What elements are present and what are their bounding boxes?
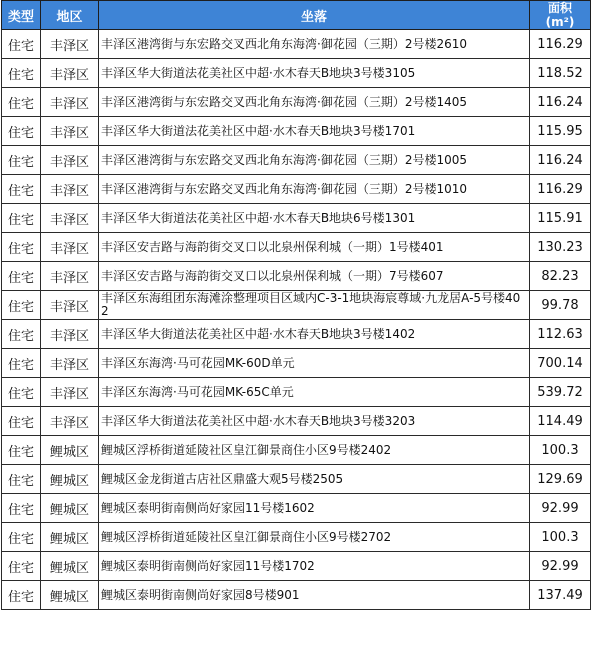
- table-row: [2, 262, 591, 291]
- cell-area: 99.78: [530, 291, 591, 320]
- cell-district: 丰泽区: [41, 262, 99, 291]
- cell-address: 丰泽区东海湾·马可花园MK-60D单元: [99, 349, 530, 378]
- cell-area: 100.3: [530, 436, 591, 465]
- cell-address: 丰泽区华大街道法花美社区中超·水木春天B地块3号楼1402: [99, 320, 530, 349]
- cell-area: 116.29: [530, 175, 591, 204]
- cell-type: 住宅: [2, 523, 41, 552]
- table-row: [2, 204, 591, 233]
- cell-area: 700.14: [530, 349, 591, 378]
- table-row: [2, 233, 591, 262]
- cell-district: 丰泽区: [41, 349, 99, 378]
- cell-area: 129.69: [530, 465, 591, 494]
- table-row: [2, 175, 591, 204]
- header-address: 坐落: [99, 1, 530, 30]
- table-row: [2, 30, 591, 59]
- table-row: [2, 407, 591, 436]
- cell-area: 116.29: [530, 30, 591, 59]
- cell-district: 丰泽区: [41, 320, 99, 349]
- cell-address: 鲤城区金龙街道古店社区鼎盛大观5号楼2505: [99, 465, 530, 494]
- cell-type: 住宅: [2, 30, 41, 59]
- cell-district: 鲤城区: [41, 436, 99, 465]
- cell-address: 鲤城区泰明街南侧尚好家园8号楼901: [99, 581, 530, 610]
- table-row: [2, 581, 591, 610]
- cell-address: 鲤城区浮桥街道延陵社区皇江御景商住小区9号楼2402: [99, 436, 530, 465]
- header-area-unit: (m²): [545, 15, 575, 29]
- cell-district: 丰泽区: [41, 233, 99, 262]
- cell-address: 丰泽区港湾街与东宏路交叉西北角东海湾·御花园（三期）2号楼1005: [99, 146, 530, 175]
- cell-area: 130.23: [530, 233, 591, 262]
- cell-district: 丰泽区: [41, 59, 99, 88]
- cell-area: 112.63: [530, 320, 591, 349]
- cell-district: 丰泽区: [41, 407, 99, 436]
- cell-district: 丰泽区: [41, 175, 99, 204]
- table-row: [2, 552, 591, 581]
- table-row: [2, 349, 591, 378]
- cell-address: 丰泽区安吉路与海韵街交叉口以北泉州保利城（一期）7号楼607: [99, 262, 530, 291]
- cell-type: 住宅: [2, 233, 41, 262]
- cell-district: 鲤城区: [41, 552, 99, 581]
- cell-address: 丰泽区港湾街与东宏路交叉西北角东海湾·御花园（三期）2号楼2610: [99, 30, 530, 59]
- table-row: [2, 320, 591, 349]
- table-row: [2, 378, 591, 407]
- table-row: [2, 146, 591, 175]
- cell-type: 住宅: [2, 175, 41, 204]
- cell-address: 丰泽区港湾街与东宏路交叉西北角东海湾·御花园（三期）2号楼1010: [99, 175, 530, 204]
- cell-district: 丰泽区: [41, 291, 99, 320]
- cell-address: 丰泽区安吉路与海韵街交叉口以北泉州保利城（一期）1号楼401: [99, 233, 530, 262]
- header-type: 类型: [2, 1, 41, 30]
- cell-type: 住宅: [2, 146, 41, 175]
- cell-area: 100.3: [530, 523, 591, 552]
- cell-type: 住宅: [2, 88, 41, 117]
- cell-address: 丰泽区港湾街与东宏路交叉西北角东海湾·御花园（三期）2号楼1405: [99, 88, 530, 117]
- cell-address: 丰泽区东海湾·马可花园MK-65C单元: [99, 378, 530, 407]
- cell-type: 住宅: [2, 291, 41, 320]
- table-row: [2, 494, 591, 523]
- header-area: [530, 1, 591, 30]
- cell-address: 丰泽区华大街道法花美社区中超·水木春天B地块3号楼3203: [99, 407, 530, 436]
- cell-area: 115.91: [530, 204, 591, 233]
- cell-type: 住宅: [2, 59, 41, 88]
- cell-area: 92.99: [530, 494, 591, 523]
- cell-type: 住宅: [2, 465, 41, 494]
- cell-type: 住宅: [2, 349, 41, 378]
- cell-area: 116.24: [530, 88, 591, 117]
- cell-area: 92.99: [530, 552, 591, 581]
- cell-area: 137.49: [530, 581, 591, 610]
- cell-type: 住宅: [2, 117, 41, 146]
- cell-type: 住宅: [2, 262, 41, 291]
- property-table: [1, 0, 591, 610]
- cell-address: 丰泽区东海组团东海滩涂整理项目区域内C-3-1地块海宸尊域·九龙居A-5号楼402: [99, 291, 530, 320]
- cell-type: 住宅: [2, 320, 41, 349]
- cell-type: 住宅: [2, 407, 41, 436]
- cell-district: 丰泽区: [41, 88, 99, 117]
- cell-type: 住宅: [2, 204, 41, 233]
- cell-address: 丰泽区华大街道法花美社区中超·水木春天B地块3号楼1701: [99, 117, 530, 146]
- cell-area: 82.23: [530, 262, 591, 291]
- table-row: [2, 465, 591, 494]
- cell-district: 鲤城区: [41, 523, 99, 552]
- cell-address: 鲤城区泰明街南侧尚好家园11号楼1702: [99, 552, 530, 581]
- cell-district: 丰泽区: [41, 378, 99, 407]
- cell-address: 鲤城区浮桥街道延陵社区皇江御景商住小区9号楼2702: [99, 523, 530, 552]
- cell-address: 丰泽区华大街道法花美社区中超·水木春天B地块3号楼3105: [99, 59, 530, 88]
- cell-address: 丰泽区华大街道法花美社区中超·水木春天B地块6号楼1301: [99, 204, 530, 233]
- cell-type: 住宅: [2, 378, 41, 407]
- table-row: [2, 436, 591, 465]
- cell-type: 住宅: [2, 552, 41, 581]
- header-area-label: 面积: [547, 1, 572, 15]
- cell-district: 鲤城区: [41, 494, 99, 523]
- header-row: [2, 1, 591, 30]
- table-row: [2, 523, 591, 552]
- cell-address: 鲤城区泰明街南侧尚好家园11号楼1602: [99, 494, 530, 523]
- cell-area: 114.49: [530, 407, 591, 436]
- cell-area: 118.52: [530, 59, 591, 88]
- header-district: 地区: [41, 1, 99, 30]
- cell-area: 539.72: [530, 378, 591, 407]
- cell-type: 住宅: [2, 436, 41, 465]
- cell-district: 丰泽区: [41, 30, 99, 59]
- cell-district: 鲤城区: [41, 465, 99, 494]
- cell-area: 115.95: [530, 117, 591, 146]
- table-row: [2, 117, 591, 146]
- cell-district: 鲤城区: [41, 581, 99, 610]
- cell-district: 丰泽区: [41, 146, 99, 175]
- cell-district: 丰泽区: [41, 117, 99, 146]
- cell-area: 116.24: [530, 146, 591, 175]
- cell-type: 住宅: [2, 494, 41, 523]
- table-row: [2, 59, 591, 88]
- cell-type: 住宅: [2, 581, 41, 610]
- table-row: [2, 88, 591, 117]
- table-row: [2, 291, 591, 320]
- cell-district: 丰泽区: [41, 204, 99, 233]
